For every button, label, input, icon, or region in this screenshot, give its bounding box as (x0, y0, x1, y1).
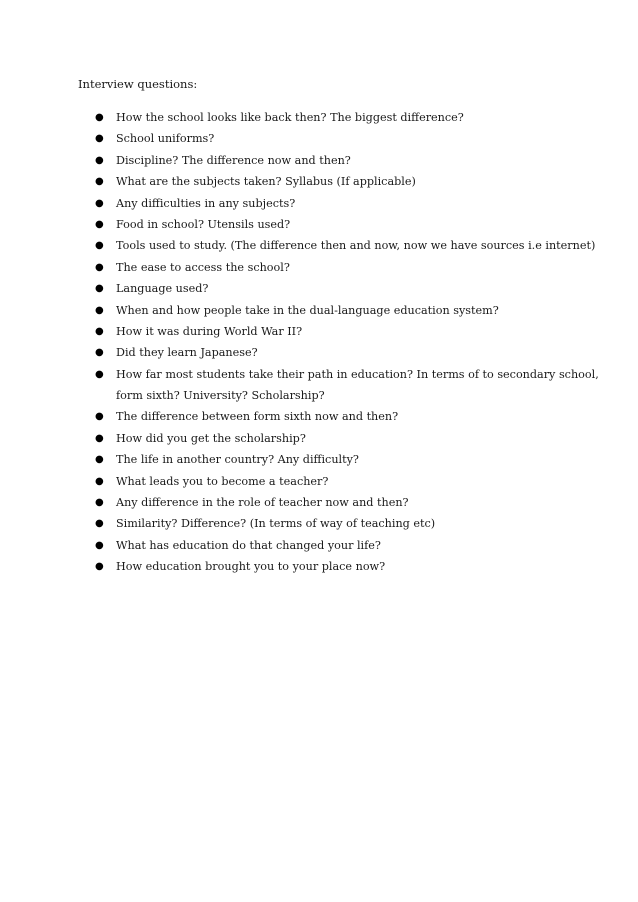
question-text: What leads you to become a teacher? (116, 474, 329, 488)
bullet-icon: ● (95, 518, 104, 530)
list-item (0, 428, 638, 449)
question-text: Any difficulties in any subjects? (116, 196, 296, 210)
question-text: Food in school? Utensils used? (116, 217, 291, 231)
bullet-icon: ● (95, 197, 104, 209)
bullet-icon: ● (95, 475, 104, 487)
bullet-icon: ● (95, 304, 104, 316)
list-item (0, 235, 638, 256)
list-item (0, 278, 638, 299)
bullet-icon: ● (95, 368, 104, 380)
question-text: Language used? (116, 282, 209, 296)
bullet-icon: ● (95, 154, 104, 166)
question-text: How it was during World War II? (116, 324, 303, 338)
list-item (0, 556, 638, 577)
question-text: What has education do that changed your life? (116, 538, 381, 552)
question-text: How education brought you to your place now? (116, 560, 386, 574)
list-item (0, 513, 638, 534)
bullet-icon: ● (95, 454, 104, 466)
bullet-icon: ● (95, 176, 104, 188)
question-text: The life in another country? Any difficulty? (116, 453, 359, 467)
list-item (0, 257, 638, 278)
bullet-icon: ● (95, 218, 104, 230)
question-text: When and how people take in the dual-language education system? (116, 303, 499, 317)
list-item (0, 535, 638, 556)
bullet-icon: ● (95, 240, 104, 252)
list-item (0, 214, 638, 235)
question-text: Similarity? Difference? (In terms of way of teaching etc) (116, 517, 436, 531)
bullet-icon: ● (95, 497, 104, 509)
list-item (0, 128, 638, 149)
question-text: Did they learn Japanese? (116, 346, 258, 360)
bullet-icon: ● (95, 539, 104, 551)
bullet-icon: ● (95, 325, 104, 337)
question-text: What are the subjects taken? Syllabus (If applicable) (116, 175, 416, 189)
question-text: Tools used to study. (The difference then and now, now we have sources i.e internet) (116, 239, 596, 253)
bullet-icon: ● (95, 261, 104, 273)
question-text: The ease to access the school? (116, 260, 290, 274)
question-list (0, 107, 638, 578)
list-item (0, 364, 638, 407)
question-text: The difference between form sixth now and then? (116, 410, 399, 424)
question-text: How the school looks like back then? The biggest difference? (116, 111, 464, 124)
list-item (0, 193, 638, 214)
list-item (0, 150, 638, 171)
bullet-icon: ● (95, 112, 104, 123)
bullet-icon: ● (95, 347, 104, 359)
question-text: Discipline? The difference now and then? (116, 153, 351, 167)
bullet-icon: ● (95, 432, 104, 444)
bullet-icon: ● (95, 133, 104, 145)
list-item (0, 107, 638, 128)
bullet-icon: ● (95, 561, 104, 573)
list-item (0, 300, 638, 321)
list-item (0, 321, 638, 342)
bullet-icon: ● (95, 411, 104, 423)
list-item (0, 171, 638, 192)
list-item (0, 342, 638, 363)
list-item (0, 406, 638, 427)
bullet-icon: ● (95, 283, 104, 295)
page-heading: Interview questions: (78, 77, 198, 91)
question-text: How far most students take their path in education? In terms of to secondary school, (116, 367, 599, 381)
question-text: Any difference in the role of teacher now and then? (116, 496, 409, 510)
question-text: School uniforms? (116, 132, 215, 146)
list-item (0, 492, 638, 513)
question-text: How did you get the scholarship? (116, 431, 306, 445)
list-item (0, 449, 638, 470)
question-text-continuation: form sixth? University? Scholarship? (116, 389, 325, 403)
list-item (0, 471, 638, 492)
